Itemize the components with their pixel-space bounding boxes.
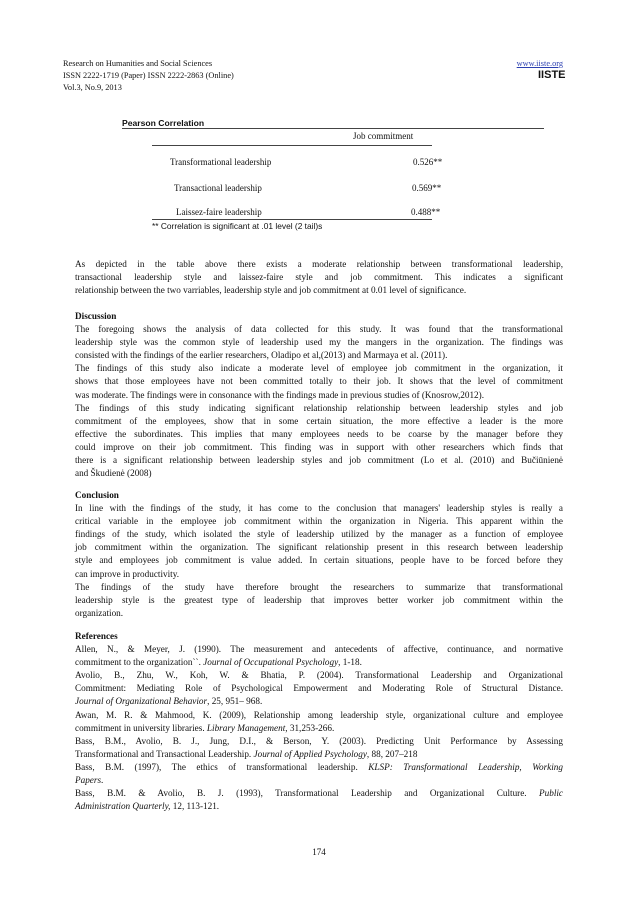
ref-journal: Journal of Organizational Behavior (75, 696, 208, 707)
text-line: The findings of this study also indicate a moderate level of employee job commitment in the organization, it (75, 363, 563, 374)
reference-line: Commitment: Mediating Role of Psychological Empowerment and Moderating Role of Structural Distance. (75, 683, 563, 694)
ref-text: . (101, 775, 104, 786)
table-row-label: Transformational leadership (170, 157, 272, 167)
ref-text: , 88, 207–218 (366, 748, 418, 759)
reference-line (75, 656, 563, 669)
paragraph-results (75, 258, 563, 297)
text-line: leadership style is the greatest type of leadership that improves better worker job commitment within the (75, 594, 563, 605)
text-line: job commitment within the organization. The significant relationship present in this research between leadership (75, 542, 563, 553)
reference-line (75, 787, 563, 800)
table-top-rule (122, 128, 544, 129)
table-header-rule (152, 145, 432, 146)
references-section (75, 630, 563, 813)
ref-journal: Journal of Applied Psychology (253, 748, 367, 759)
volume: Vol.3, No.9, 2013 (63, 83, 122, 92)
text-line: The foregoing shows the analysis of data collected for this study. It was found that the transformational (75, 324, 563, 335)
reference-line: Allen, N., & Meyer, J. (1990). The measurement and antecedents of affective, continuance, and normative (75, 644, 563, 655)
references-heading: References (75, 631, 118, 641)
ref-text: , 25, 951– 968. (207, 696, 263, 707)
ref-text: commitment to the organization``. (75, 657, 204, 668)
text-line: was moderate. The findings were in consonance with the findings made in previous studies of (Knosrow,2012). (75, 389, 485, 400)
text-line: transactional leadership style and laissez-faire style and job commitment. This indicates a significant (75, 272, 563, 283)
discussion-section (75, 310, 563, 480)
reference-line (75, 800, 563, 813)
reference-line (75, 748, 563, 761)
text-line: effective the subordinates. This implies that many employees needs to be coarse by the manager before they (75, 428, 563, 439)
table-row-label: Transactional leadership (174, 183, 262, 193)
discussion-heading: Discussion (75, 311, 117, 321)
table-row-label: Laissez-faire leadership (176, 207, 262, 217)
text-line: could improve on their job commitment. This finding was in support with other researchers which finds that (75, 441, 563, 452)
table-note: ** Correlation is significant at .01 level (2 tail)s (152, 221, 323, 231)
reference-line (75, 774, 563, 787)
ref-journal: Library Management (206, 722, 286, 733)
ref-journal: Public (539, 788, 563, 799)
text-line: The findings of the study have therefore brought the researchers to summarize that transformational (75, 581, 563, 592)
text-line: findings of the study, which isolated the style of leadership utilized by the manager as a function of employee (75, 529, 563, 540)
text-line: consisted with the findings of the earlier researchers, Oladipo et al,(2013) and Marmaya et al. (2011). (75, 350, 448, 361)
reference-line: Awan, M. R. & Mahmood, K. (2009), Relationship among leadership style, organizational culture and employee (75, 709, 563, 720)
journal-url-link[interactable]: www.iiste.org (516, 59, 563, 68)
table-title: Pearson Correlation (122, 118, 205, 128)
table-row-value: 0.488** (411, 207, 441, 217)
text-line: and Škudienė (2008) (75, 468, 152, 479)
reference-line (75, 695, 563, 708)
text-line: organization. (75, 607, 124, 618)
ref-text: 12, 113-121. (170, 801, 220, 812)
text-line: shows that those employees have not been committed totally to their job. It shows that the level of commitment (75, 376, 563, 387)
ref-text: , 1-18. (338, 657, 362, 668)
reference-line (75, 722, 563, 735)
conclusion-section (75, 489, 563, 620)
reference-line (75, 761, 563, 774)
ref-journal: Journal of Occupational Psychology (203, 657, 339, 668)
text-line: The findings of this study indicating significant relationship relationship between leadership styles and job (75, 402, 563, 413)
ref-text: Bass, B.M. & Avolio, B. J. (1993), Transformational Leadership and Organizational Culture. (75, 788, 540, 799)
issn: ISSN 2222-1719 (Paper) ISSN 2222-2863 (Online) (63, 71, 234, 80)
table-row-value: 0.526** (413, 157, 443, 167)
ref-text: Bass, B.M. (1997), The ethics of transformational leadership. (75, 761, 369, 772)
iiste-logo (538, 69, 566, 90)
text-line: can improve in productivity. (75, 568, 180, 579)
ref-text: commitment in university libraries. (75, 722, 207, 733)
text-line: As depicted in the table above there exists a moderate relationship between transformational leadership, (75, 259, 563, 269)
ref-text: , 31,253-266. (285, 722, 335, 733)
table-row-value: 0.569** (412, 183, 442, 193)
ref-journal: Administration Quarterly, (75, 801, 171, 812)
journal-name: Research on Humanities and Social Sciences (63, 59, 213, 68)
text-line: relationship between the two varriables, leadership style and job commitment at 0.01 level of significance. (75, 285, 467, 296)
conclusion-heading: Conclusion (75, 490, 119, 500)
table-column-header: Job commitment (353, 131, 414, 141)
page-number: 174 (312, 847, 326, 857)
text-line: there is a significant relationship between leadership styles and job commitment (Lo et al. (2010) and Bučiūnienė (75, 455, 563, 466)
logo-text: IISTE (538, 69, 566, 81)
text-line: leadership style was the common style of leadership used my the mangers in the organization. The findings was (75, 337, 563, 348)
ref-journal: KLSP: Transformational Leadership, Working (368, 761, 563, 772)
reference-line: Avolio, B., Zhu, W., Koh, W. & Bhatia, P. (2004). Transformational Leadership and Organizational (75, 670, 563, 681)
text-line: In line with the findings of the study, it has come to the conclusion that managers' leadership styles is really a (75, 503, 563, 514)
text-line: style and employees job commitment is value added. In certain situations, people have to be forced before they (75, 555, 563, 566)
text-line: commitment of the employees, show that in some certain situation, the more effective a leader is the more (75, 415, 563, 426)
ref-text: Transformational and Transactional Leadership. (75, 748, 254, 759)
table-bottom-rule (152, 219, 432, 220)
ref-journal: Papers (75, 775, 102, 786)
reference-line: Bass, B.M., Avolio, B. J., Jung, D.I., & Berson, Y. (2003). Predicting Unit Performance by Assessing (75, 735, 563, 746)
text-line: critical variable in the employee job commitment within the organization in Nigeria. This apparent within the (75, 516, 563, 527)
